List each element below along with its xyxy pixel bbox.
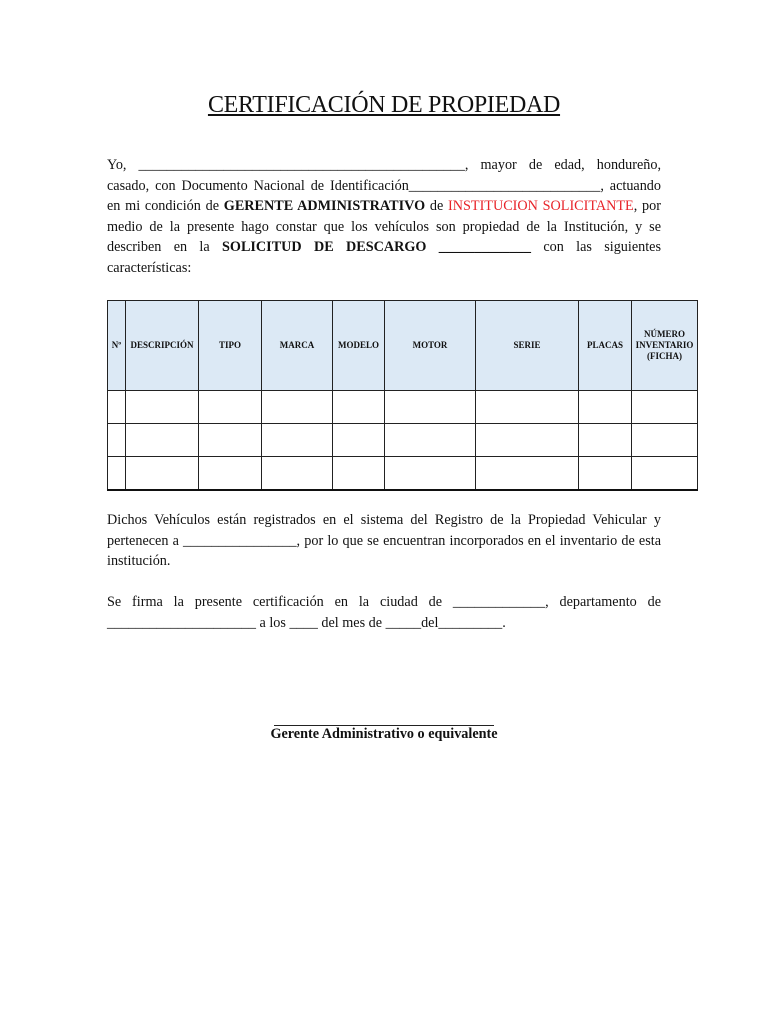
intro-paragraph <box>107 155 661 279</box>
intro-text-4: con las siguientes características: <box>107 239 661 276</box>
table-row <box>108 424 698 457</box>
table-cell[interactable] <box>385 457 476 491</box>
column-header: MARCA <box>262 301 333 391</box>
intro-text-2: de <box>425 198 449 215</box>
table-cell[interactable] <box>199 424 262 457</box>
table-cell[interactable] <box>126 391 199 424</box>
document-title: CERTIFICACIÓN DE PROPIEDAD <box>207 92 561 118</box>
table-cell[interactable] <box>333 424 385 457</box>
table-cell[interactable] <box>333 457 385 491</box>
table-cell[interactable] <box>108 391 126 424</box>
table-header-row <box>108 301 698 391</box>
registry-paragraph: Dichos Vehículos están registrados en el sistema del Registro de la Propiedad Vehicular y pertenecen a ________________, por lo que se encuentran incorporados en el inventario de esta institución. <box>107 512 661 570</box>
table-cell[interactable] <box>385 391 476 424</box>
request-bold-text: SOLICITUD DE DESCARGO _____________ <box>222 239 531 256</box>
table-cell[interactable] <box>476 424 579 457</box>
column-header: Nº <box>108 301 126 391</box>
institution-placeholder: INSTITUCION SOLICITANTE <box>448 198 634 215</box>
column-header: DESCRIPCIÓN <box>126 301 199 391</box>
column-header: PLACAS <box>579 301 632 391</box>
table-cell[interactable] <box>579 391 632 424</box>
table-row <box>108 457 698 491</box>
table-cell[interactable] <box>632 424 698 457</box>
table-cell[interactable] <box>108 457 126 491</box>
column-header: MODELO <box>333 301 385 391</box>
column-header: SERIE <box>476 301 579 391</box>
signature-label: Gerente Administrativo o equivalente <box>270 726 498 742</box>
table-cell[interactable] <box>333 391 385 424</box>
table-cell[interactable] <box>199 457 262 491</box>
table-cell[interactable] <box>262 391 333 424</box>
table-cell[interactable] <box>199 391 262 424</box>
table-cell[interactable] <box>262 457 333 491</box>
vehicle-table <box>107 300 698 491</box>
column-header: NÚMERO INVENTARIO (FICHA) <box>632 301 698 391</box>
table-cell[interactable] <box>262 424 333 457</box>
table-cell[interactable] <box>126 424 199 457</box>
table-cell[interactable] <box>632 391 698 424</box>
table-row <box>108 391 698 424</box>
table-cell[interactable] <box>476 391 579 424</box>
column-header: MOTOR <box>385 301 476 391</box>
table-cell[interactable] <box>126 457 199 491</box>
table-cell[interactable] <box>579 424 632 457</box>
role-bold-text: GERENTE ADMINISTRATIVO <box>223 198 426 215</box>
column-header: TIPO <box>199 301 262 391</box>
table-cell[interactable] <box>579 457 632 491</box>
table-cell[interactable] <box>385 424 476 457</box>
table-cell[interactable] <box>476 457 579 491</box>
table-cell[interactable] <box>108 424 126 457</box>
intro-text-3: , por medio de la presente hago constar que los vehículos son propiedad de la Institución, y se describen en la <box>107 198 661 256</box>
signing-paragraph: Se firma la presente certificación en la ciudad de _____________, departamento de _____________________ a los ____ del mes de _____del_________. <box>107 594 661 631</box>
intro-text-1: Yo, ______________________________________________, mayor de edad, hondureño, casado, con Documento Nacional de Identificación___________________________, actuando en mi condición de <box>107 157 661 215</box>
table-cell[interactable] <box>632 457 698 491</box>
